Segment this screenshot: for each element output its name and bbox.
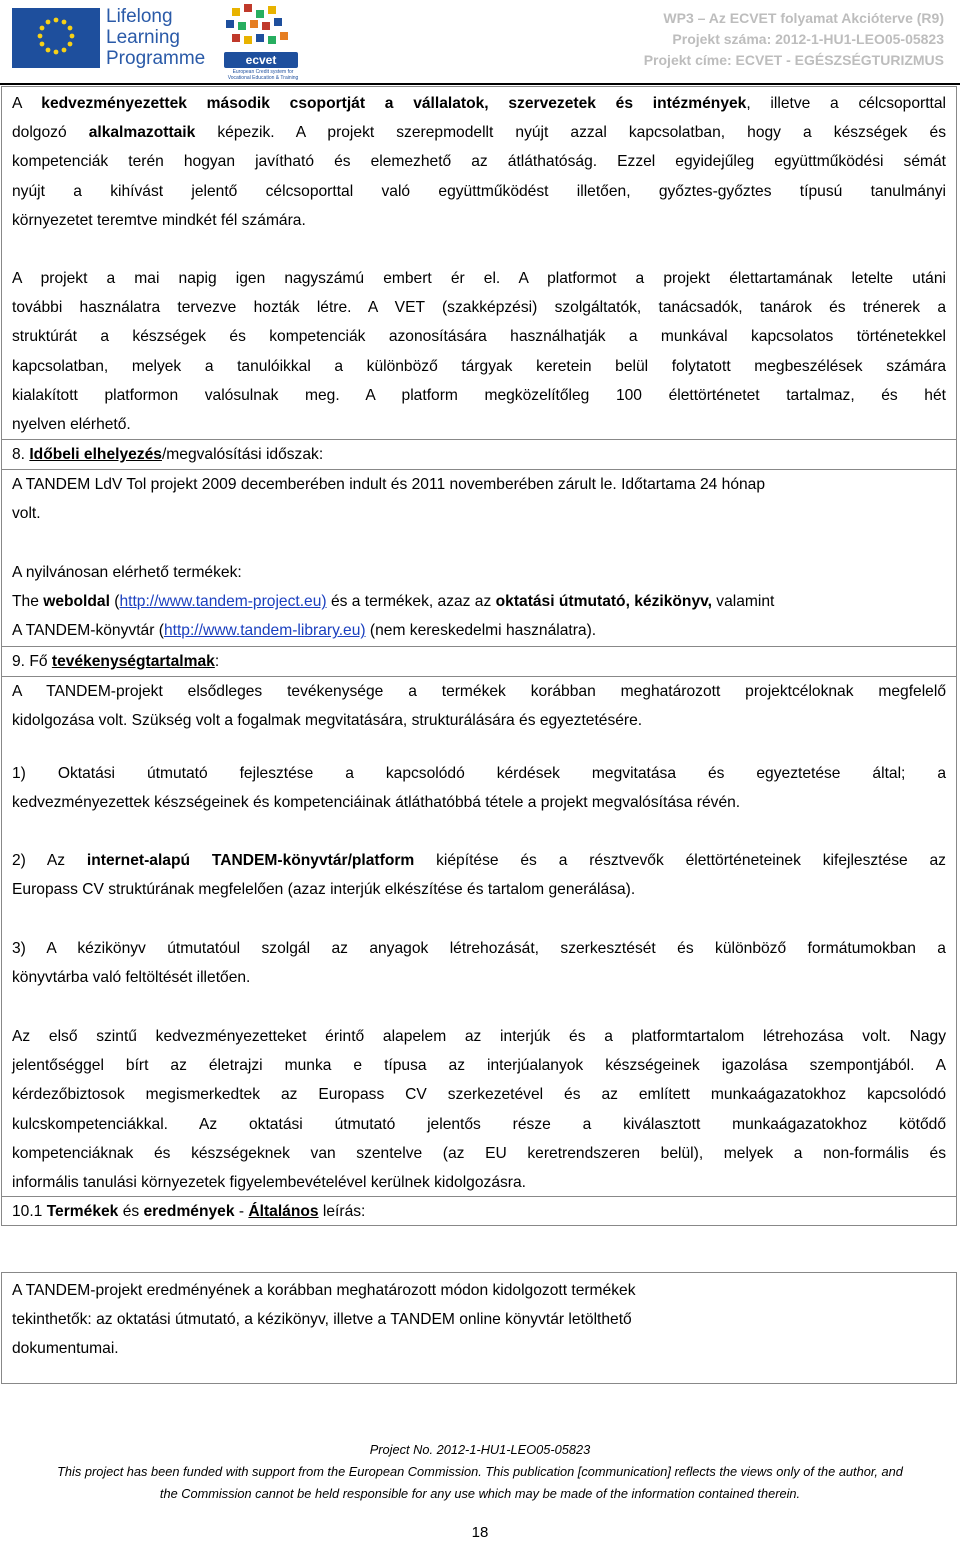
tandem-library-link[interactable]: http://www.tandem-library.eu) [163, 622, 366, 640]
text-line: 9. Fő tevékenységtartalmak: [12, 653, 220, 670]
footer-disclaimer-2: the Commission cannot be held responsible for any use which may be made of the information contained therein. [159, 1486, 801, 1501]
footer-project-no: Project No. 2012-1-HU1-LEO05-05823 [369, 1442, 591, 1457]
lifelong-learning-logo [12, 6, 212, 72]
text-line: kompetenciáknak és készségeknek van szentelve (az EU keretrendszeren belül), melyek a non-formális és [12, 1144, 946, 1162]
ecvet-blocks-icon [222, 4, 302, 52]
text-line: kulcskompetenciákkal. Az oktatási útmutató jelentős része a kiválasztott munkaágazatokhoz kötődő [12, 1115, 946, 1133]
text-line: dokumentumai. [12, 1340, 119, 1358]
project-title: Projekt címe: ECVET - EGÉSZSÉGTURIZMUS [643, 52, 944, 68]
text-line: jelentőséggel bírt az életrajzi munka e típusa az interjúalanyok készségeinek igazolása szempontjából. A [12, 1057, 946, 1075]
llp-wordmark: Lifelong Learning Programme [106, 6, 206, 69]
text-line: informális tanulási környezetek figyelembevételével kerülnek kidolgozásra. [12, 1173, 526, 1191]
text-line: The weboldal (http://www.tandem-project.eu) és a termékek, azaz az oktatási útmutató, kézikönyv, valamint [12, 593, 775, 611]
text-line: A projekt a mai napig igen nagyszámú embert ér el. A platformot a projekt élettartamának letelte utáni [12, 270, 946, 287]
text-line: tekinthetők: az oktatási útmutató, a kézikönyv, illetve a TANDEM online könyvtár letölthető [12, 1311, 632, 1329]
project-number: Projekt száma: 2012-1-HU1-LEO05-05823 [672, 31, 944, 47]
text-line: A TANDEM LdV Tol projekt 2009 decemberében indult és 2011 novemberében zárult le. Időtartama 24 hónap [12, 476, 766, 493]
page-number: 18 [471, 1524, 489, 1541]
text-line: környezetet teremtve mindkét fél számára. [12, 211, 306, 229]
text-line: kapcsolatban, melyek a tanulóikkal a különböző tárgyak keretein belül folytatott megbeszélések számára [12, 357, 946, 375]
doc-title: WP3 – Az ECVET folyamat Akcióterve (R9) [663, 10, 944, 26]
text-line: volt. [12, 505, 41, 523]
text-line: nyújt a kihívást jelentő célcsoporttal való együttműködést illetően, győztes-győztes típusú tanulmányi [12, 182, 946, 200]
text-line: A kedvezményezettek második csoportját a vállalatok, szervezetek és intézmények, illetve a célcsoporttal [12, 95, 947, 112]
section-9-heading [12, 647, 946, 676]
ecvet-subtitle: European Credit system for Vocational Education & Training [227, 69, 299, 81]
text-line: további használatra tervezve hozták létre. A VET (szakképzési) szolgáltatók, tanácsadók, tanárok és trénerek a [12, 299, 946, 317]
eu-flag-icon [12, 8, 100, 68]
tandem-project-link[interactable]: http://www.tandem-project.eu) [119, 593, 327, 611]
text-line: kompetenciák terén hogyan javítható és elemezhető az átláthatóság. Ezzel egyidejűleg együttműködési sémát [12, 153, 946, 171]
section-8-body [12, 470, 946, 528]
text-line: könyvtárba való feltöltését illetően. [12, 969, 251, 987]
text-line: kérdezőbiztosok megismerkedtek az Europass CV szerkezetével és az említett munkaágazatokhoz kapcsolódó [12, 1086, 946, 1104]
document-meta [644, 8, 944, 71]
section-9-body [12, 677, 946, 735]
text-line: nyelven elérhető. [12, 415, 131, 433]
text-line: A TANDEM-projekt eredményének a korábban meghatározott módon kidolgozott termékek [12, 1282, 636, 1299]
ecvet-logo [222, 4, 302, 82]
text-line: 2) Az internet-alapú TANDEM-könyvtár/platform kiépítése és a résztvevők élettörténeteinek kifejlesztése az [12, 852, 946, 869]
ecvet-wordmark: ecvet [224, 52, 298, 68]
text-line: kedvezményezettek készségeinek és kompetenciáinak átláthatóbbá tétele a projekt megvalósítása révén. [12, 794, 741, 812]
public-products [12, 558, 946, 646]
activity-item-1 [12, 759, 946, 817]
eu-stars-icon [12, 8, 100, 68]
text-line: kidolgozása volt. Szükség volt a fogalmak megvitatására, strukturálására és egyeztetésére. [12, 712, 643, 730]
text-line: 10.1 Termékek és eredmények - Általános leírás: [12, 1203, 366, 1220]
text-line: kialakított platformon valósulnak meg. A platform megközelítőleg 100 élettörténetet tartalmaz, és hét [12, 386, 946, 404]
section-8-heading [12, 440, 946, 469]
results-text [12, 1276, 946, 1364]
text-line: dolgozó alkalmazottaik képezik. A projekt szerepmodellt nyújt azzal kapcsolatban, hogy a készségek és [12, 124, 946, 142]
text-line: Europass CV struktúrának megfelelően (azaz interjúk elkészítése és tartalom generálása). [12, 881, 636, 899]
text-line: 3) A kézikönyv útmutatóul szolgál az anyagok létrehozását, szerkesztését és különböző formátumokban a [12, 940, 946, 957]
activity-item-2 [12, 846, 946, 904]
text-line: 1) Oktatási útmutató fejlesztése a kapcsolódó kérdések megvitatása és egyeztetése által; a [12, 765, 946, 782]
activity-item-3 [12, 934, 946, 992]
text-line: struktúrát a készségek és kompetenciák azonosítására használhatják a munkával kapcsolatos történetekkel [12, 328, 946, 346]
paragraph-beneficiaries [12, 89, 946, 235]
header-divider [0, 83, 960, 85]
text-line: 8. Időbeli elhelyezés/megvalósítási időszak: [12, 446, 324, 463]
paragraph-reach [12, 264, 946, 439]
page-header [0, 0, 960, 84]
text-line: A nyilvánosan elérhető termékek: [12, 564, 242, 581]
text-line: A TANDEM-könyvtár (http://www.tandem-library.eu) (nem kereskedelmi használatra). [12, 622, 597, 640]
text-line: A TANDEM-projekt elsődleges tevékenysége a termékek korábban meghatározott projektcéloknak megfelelő [12, 683, 946, 700]
section-10-heading [12, 1197, 946, 1226]
paragraph-first-level [12, 1022, 946, 1197]
text-line: Az első szintű kedvezményezetteket érintő alapelem az interjúk és a platformtartalom létrehozása volt. Nagy [12, 1028, 946, 1045]
footer-disclaimer-1: This project has been funded with support from the European Commission. This publication [communication] reflects the views only of the author, and [57, 1464, 903, 1479]
